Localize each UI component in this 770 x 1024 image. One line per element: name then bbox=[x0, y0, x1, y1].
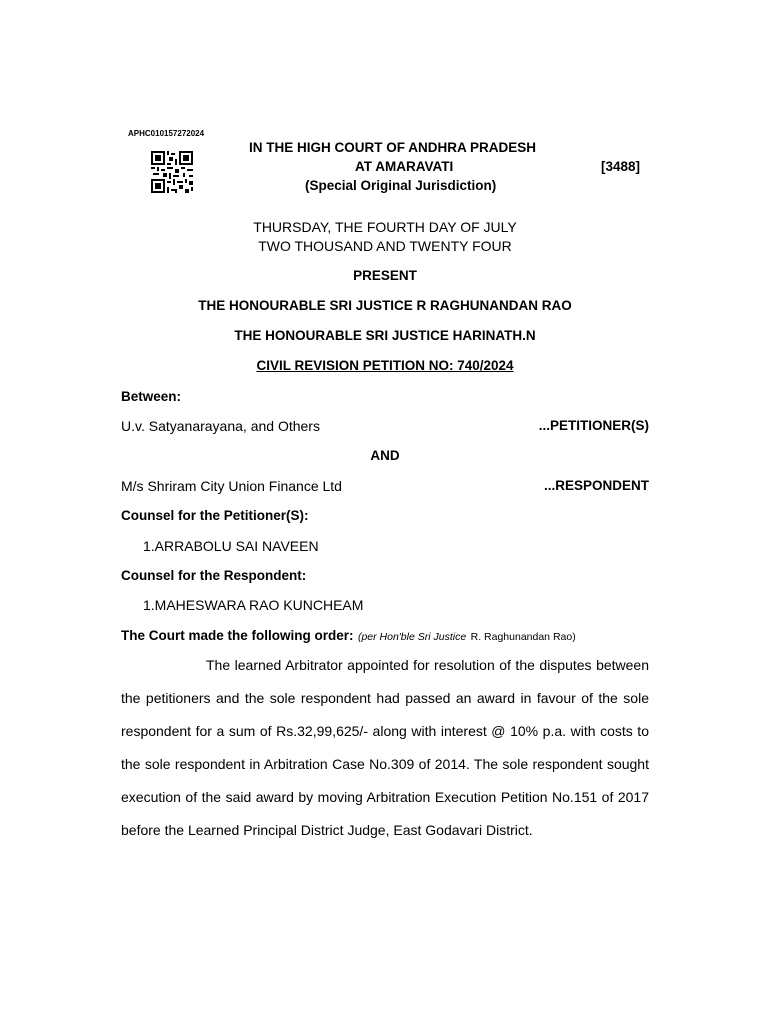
judge-2: THE HONOURABLE SRI JUSTICE HARINATH.N bbox=[234, 328, 536, 343]
respondent-name: M/s Shriram City Union Finance Ltd bbox=[121, 478, 342, 494]
petition-title: CIVIL REVISION PETITION NO: 740/2024 bbox=[256, 358, 514, 373]
respondent-counsel-item: 1.MAHESWARA RAO KUNCHEAM bbox=[143, 597, 364, 613]
respondent-role-text: ...RESPONDENT bbox=[543, 478, 649, 493]
order-per-prefix: (per Hon'ble Sri Justice bbox=[357, 631, 467, 643]
order-per-name: R. Raghunandan Rao) bbox=[470, 631, 576, 643]
present-label: PRESENT bbox=[353, 268, 417, 283]
respondent-role bbox=[449, 478, 649, 493]
between-label: Between: bbox=[121, 389, 182, 404]
court-name: IN THE HIGH COURT OF ANDHRA PRADESH bbox=[249, 140, 537, 155]
petitioner-counsel-item: 1.ARRABOLU SAI NAVEEN bbox=[143, 538, 319, 554]
and-label: AND bbox=[370, 448, 400, 463]
order-paragraph-text: The learned Arbitrator appointed for resolution of the disputes between the petitioners and the sole respondent had passed an award in favour of the sole respondent for a sum of Rs.32,99,625/- along with interest @ 10% p.a. with costs to the sole respondent in Arbitration Case No.309 of 2014. The sole respondent sought execution of the said award by moving Arbitration Execution Petition No.151 of 2017 before the Learned Principal District Judge, East Godavari District. bbox=[121, 657, 649, 838]
petitioner-counsel-label: Counsel for the Petitioner(S): bbox=[121, 508, 309, 523]
qr-code-icon bbox=[150, 151, 194, 193]
petitioner-name: U.v. Satyanarayana, and Others bbox=[121, 418, 320, 434]
document-code: APHC010157272024 bbox=[128, 129, 205, 138]
respondent-counsel-label: Counsel for the Respondent: bbox=[121, 568, 307, 583]
petitioner-role bbox=[449, 418, 649, 433]
order-paragraph bbox=[121, 649, 649, 847]
judge-1: THE HONOURABLE SRI JUSTICE R RAGHUNANDAN RAO bbox=[198, 298, 572, 313]
order-line bbox=[121, 627, 576, 645]
jurisdiction: (Special Original Jurisdiction) bbox=[305, 178, 497, 193]
order-label: The Court made the following order: bbox=[121, 628, 354, 643]
petitioner-role-text: ...PETITIONER(S) bbox=[538, 418, 649, 433]
court-seat: AT AMARAVATI bbox=[355, 159, 454, 174]
date-line-1: THURSDAY, THE FOURTH DAY OF JULY bbox=[253, 219, 517, 235]
date-line-2: TWO THOUSAND AND TWENTY FOUR bbox=[258, 238, 512, 254]
case-reference: [3488] bbox=[601, 159, 641, 174]
